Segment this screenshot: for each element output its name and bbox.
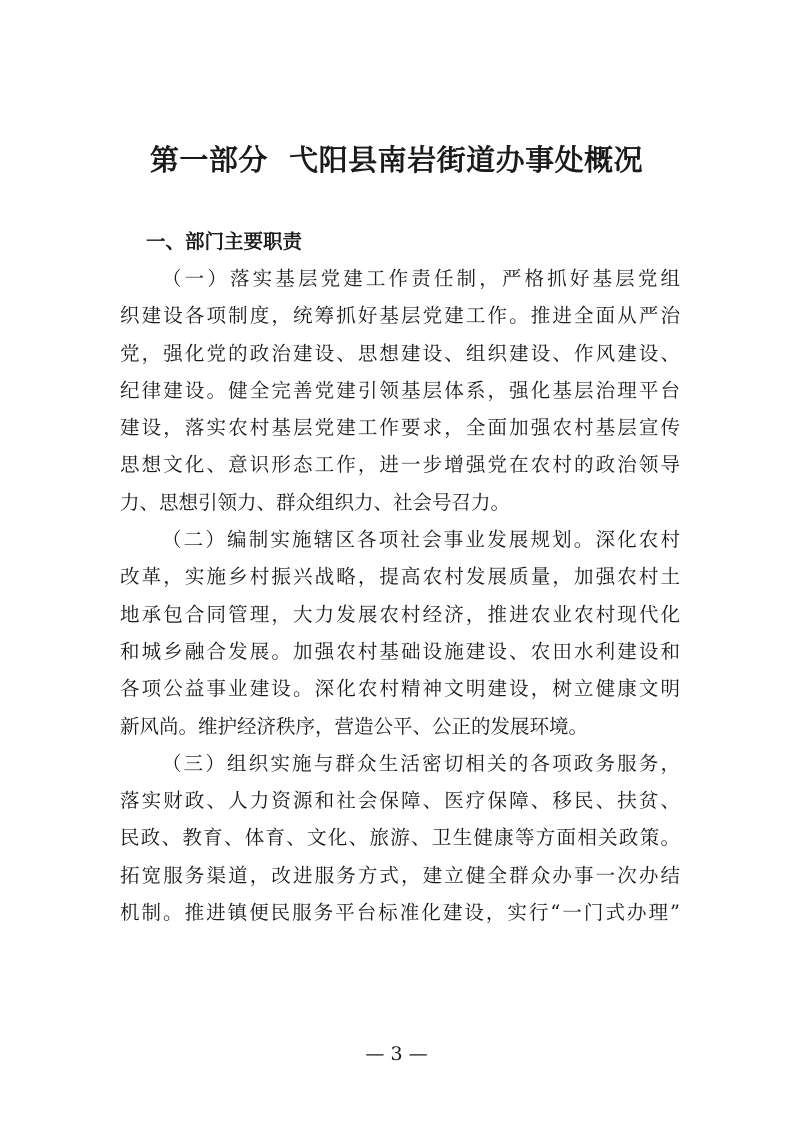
paragraph-2 [120,521,680,745]
paragraph-line: 机制。推进镇便民服务平台标准化建设，实行“一门式办理” [120,901,680,925]
paragraph-1 [120,260,680,521]
paragraph-line: 力、思想引领力、群众组织力、社会号召力。 [120,490,511,514]
paragraph-line: 党，强化党的政治建设、思想建设、组织建设、作风建设、 [120,341,680,365]
page-number: — 3 — [365,1043,428,1065]
paragraph-line: 思想文化、意识形态工作，进一步增强党在农村的政治领导 [120,453,680,477]
paragraph-line: （二）编制实施辖区各项社会事业发展规划。深化农村 [162,528,680,552]
paragraph-line: （三）组织实施与群众生活密切相关的各项政务服务， [162,751,680,775]
paragraph-line: 和城乡融合发展。加强农村基础设施建设、农田水利建设和 [120,639,680,663]
paragraph-line: 新风尚。维护经济秩序，营造公平、公正的发展环境。 [120,714,589,738]
paragraph-line: 各项公益事业建设。深化农村精神文明建设，树立健康文明 [120,677,680,701]
section-heading: 一、部门主要职责 [146,230,303,253]
paragraph-line: 拓宽服务渠道，改进服务方式，建立健全群众办事一次办结 [120,863,680,887]
paragraph-line: 改革，实施乡村振兴战略，提高农村发展质量，加强农村土 [120,565,680,589]
paragraph-line: 织建设各项制度，统筹抓好基层党建工作。推进全面从严治 [120,304,680,328]
paragraph-3 [120,745,680,931]
paragraph-line: 纪律建设。健全完善党建引领基层体系，强化基层治理平台 [120,378,680,402]
page-title: 第一部分 弋阳县南岩街道办事处概况 [149,143,644,177]
body-text [120,260,680,931]
paragraph-line: （一）落实基层党建工作责任制，严格抓好基层党组 [162,267,680,290]
paragraph-line: 落实财政、人力资源和社会保障、医疗保障、移民、扶贫、 [120,789,680,813]
paragraph-line: 地承包合同管理，大力发展农村经济，推进农业农村现代化 [120,602,680,626]
paragraph-line: 民政、教育、体育、文化、旅游、卫生健康等方面相关政策。 [120,826,680,850]
paragraph-line: 建设，落实农村基层党建工作要求，全面加强农村基层宣传 [120,416,680,440]
